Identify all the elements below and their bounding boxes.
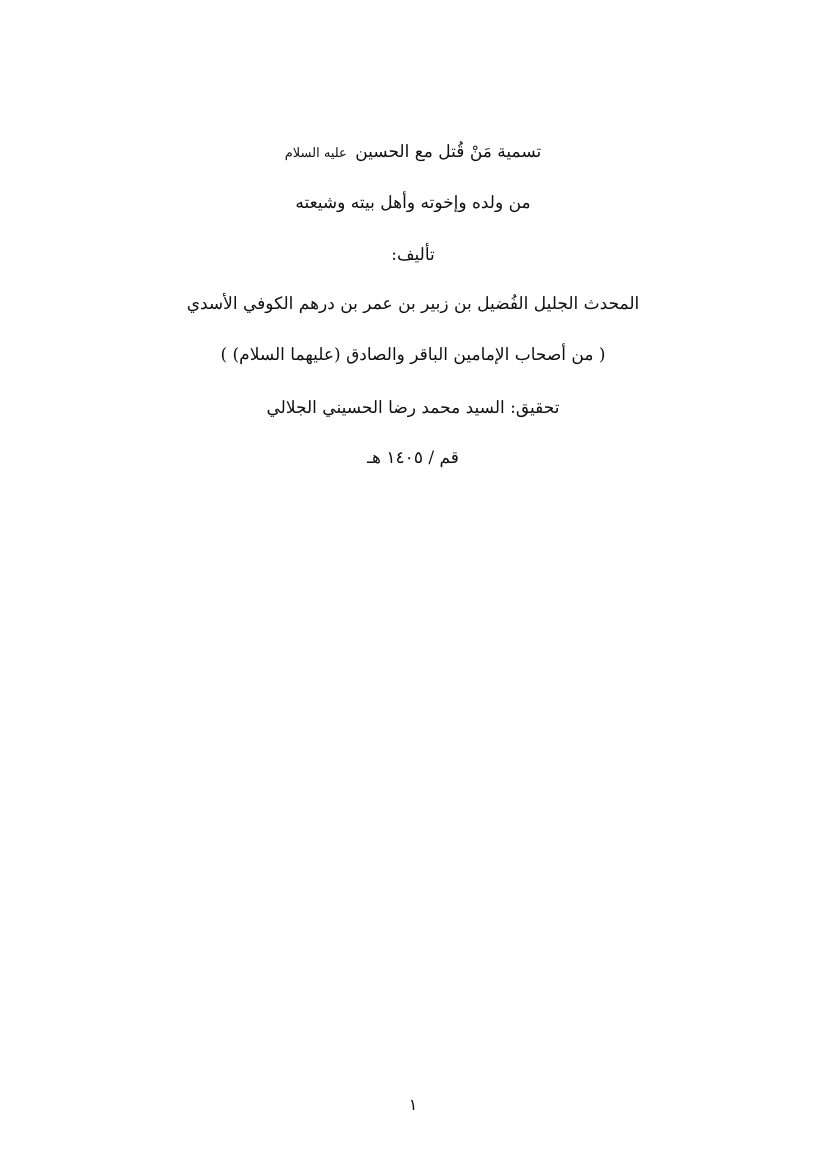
book-title-line: [0, 140, 826, 166]
author-note: ( من أصحاب الإمامين الباقر والصادق (عليهما السلام) ): [220, 345, 606, 365]
book-subtitle: من ولده وإخوته وأهل بيته وشيعته: [295, 193, 531, 213]
page-number: ١: [408, 1095, 418, 1114]
book-title: تسمية مَنْ قُتل مع الحسين: [355, 142, 542, 162]
author-name: المحدث الجليل الفُضيل بن زبير بن عمر بن درهم الكوفي الأسدي: [186, 294, 640, 314]
place-date: قم / ١٤٠٥ هـ: [367, 448, 459, 468]
author-label: تأليف:: [391, 245, 435, 265]
editor-credit: تحقيق: السيد محمد رضا الحسيني الجلالي: [266, 398, 560, 418]
honorific-mark: عليه السلام: [284, 146, 347, 161]
